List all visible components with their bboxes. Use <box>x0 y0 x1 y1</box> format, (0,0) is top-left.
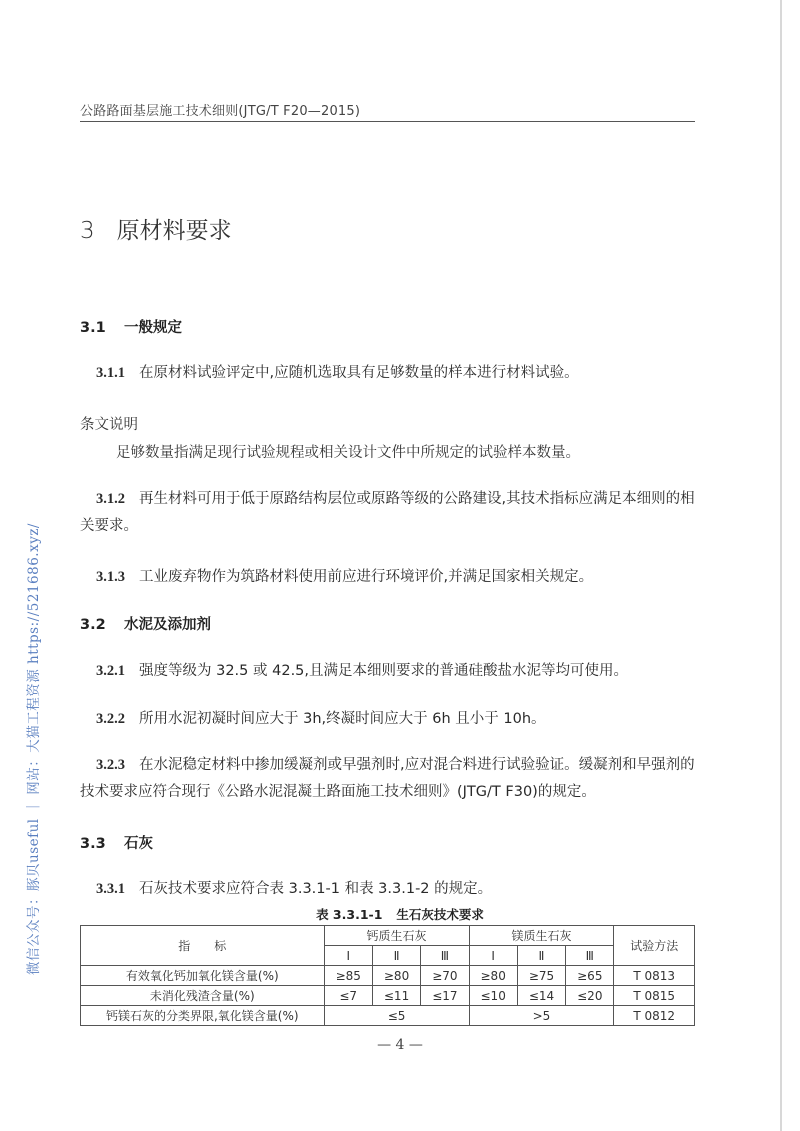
table-row <box>81 986 695 1006</box>
value-cell: ≤10 <box>469 986 517 1006</box>
note-body: 足够数量指满足现行试验规程或相关设计文件中所规定的试验样本数量。 <box>116 445 580 461</box>
method-cell: T 0812 <box>614 1006 695 1026</box>
indicator-cell: 未消化残渣含量(%) <box>81 986 325 1006</box>
clause-text: 所用水泥初凝时间应大于 3h,终凝时间应大于 6h 且小于 10h。 <box>139 711 546 727</box>
section-number: 3.3 <box>80 836 106 852</box>
clause-text: 强度等级为 32.5 或 42.5,且满足本细则要求的普通硅酸盐水泥等均可使用。 <box>139 663 629 679</box>
header-magnesium-quicklime: 镁质生石灰 <box>469 926 614 946</box>
table-caption-title: 生石灰技术要求 <box>396 907 484 922</box>
grade-cell: Ⅲ <box>566 946 614 966</box>
value-cell: ≤14 <box>517 986 565 1006</box>
value-cell: ≤17 <box>421 986 469 1006</box>
clause-number: 3.1.1 <box>96 365 125 381</box>
clause-text: 在原材料试验评定中,应随机选取具有足够数量的样本进行材料试验。 <box>139 365 579 381</box>
header-calcium-quicklime: 钙质生石灰 <box>324 926 469 946</box>
value-cell: ≤20 <box>566 986 614 1006</box>
chapter-title <box>80 212 232 245</box>
indicator-cell: 有效氧化钙加氧化镁含量(%) <box>81 966 325 986</box>
method-cell: T 0813 <box>614 966 695 986</box>
section-title: 一般规定 <box>124 320 182 336</box>
table-row <box>81 1006 695 1026</box>
grade-cell: Ⅰ <box>469 946 517 966</box>
section-title: 石灰 <box>124 836 153 852</box>
value-cell: ≤11 <box>372 986 420 1006</box>
clause-text: 石灰技术要求应符合表 3.3.1-1 和表 3.3.1-2 的规定。 <box>139 881 493 897</box>
value-cell: ≥65 <box>566 966 614 986</box>
clause-3-3-1 <box>96 876 696 903</box>
clause-number: 3.2.2 <box>96 711 125 727</box>
value-cell: ≤7 <box>324 986 372 1006</box>
value-cell: ≥80 <box>372 966 420 986</box>
section-number: 3.2 <box>80 617 106 633</box>
page-edge-line <box>780 0 782 1131</box>
clause-text: 再生材料可用于低于原路结构层位或原路等级的公路建设,其技术指标应满足本细则的相关要求。 <box>80 491 695 534</box>
table-row <box>81 966 695 986</box>
clause-3-1-3 <box>96 564 696 591</box>
clause-text: 工业废弃物作为筑路材料使用前应进行环境评价,并满足国家相关规定。 <box>139 569 594 585</box>
grade-cell: Ⅰ <box>324 946 372 966</box>
grade-cell: Ⅱ <box>372 946 420 966</box>
watermark-text: 微信公众号：豚贝useful ｜ 网站：大猫工程资源 https://521686.xyz/ <box>26 523 42 975</box>
section-heading-3-2 <box>80 613 211 634</box>
clause-3-2-3 <box>80 752 695 806</box>
clause-number: 3.2.3 <box>96 757 125 773</box>
quicklime-requirements-table <box>80 925 695 1026</box>
page-number: — 4 — <box>377 1037 423 1053</box>
clause-text: 在水泥稳定材料中掺加缓凝剂或早强剂时,应对混合料进行试验验证。缓凝剂和早强剂的技术要求应符合现行《公路水泥混凝土路面施工技术细则》(JTG/T F30)的规定。 <box>80 757 695 800</box>
grade-cell: Ⅲ <box>421 946 469 966</box>
value-cell: ≥85 <box>324 966 372 986</box>
calcium-limit-cell: ≤5 <box>324 1006 469 1026</box>
table-caption <box>0 905 800 923</box>
clause-number: 3.2.1 <box>96 663 125 679</box>
table-caption-number: 表 3.3.1-1 <box>316 907 383 922</box>
clause-number: 3.1.2 <box>96 491 125 507</box>
header-indicator: 指 标 <box>81 926 325 966</box>
header-test-method: 试验方法 <box>614 926 695 966</box>
section-heading-3-3 <box>80 832 153 853</box>
value-cell: ≥70 <box>421 966 469 986</box>
grade-cell: Ⅱ <box>517 946 565 966</box>
header-rule <box>80 121 695 122</box>
chapter-number: 3 <box>80 218 95 244</box>
running-header: 公路路面基层施工技术细则(JTG/T F20—2015) <box>80 104 361 119</box>
clause-3-2-2 <box>96 706 696 733</box>
value-cell: ≥75 <box>517 966 565 986</box>
method-cell: T 0815 <box>614 986 695 1006</box>
section-number: 3.1 <box>80 320 106 336</box>
section-title: 水泥及添加剂 <box>124 617 211 633</box>
clause-number: 3.1.3 <box>96 569 125 585</box>
clause-3-1-2 <box>80 486 695 540</box>
clause-number: 3.3.1 <box>96 881 125 897</box>
indicator-cell: 钙镁石灰的分类界限,氧化镁含量(%) <box>81 1006 325 1026</box>
magnesium-limit-cell: >5 <box>469 1006 614 1026</box>
section-heading-3-1 <box>80 316 182 337</box>
note-title: 条文说明 <box>80 417 138 433</box>
chapter-title-text: 原材料要求 <box>116 218 232 244</box>
clause-3-1-1 <box>96 360 696 387</box>
clause-3-2-1 <box>96 658 696 685</box>
value-cell: ≥80 <box>469 966 517 986</box>
table-header-row <box>81 926 695 946</box>
